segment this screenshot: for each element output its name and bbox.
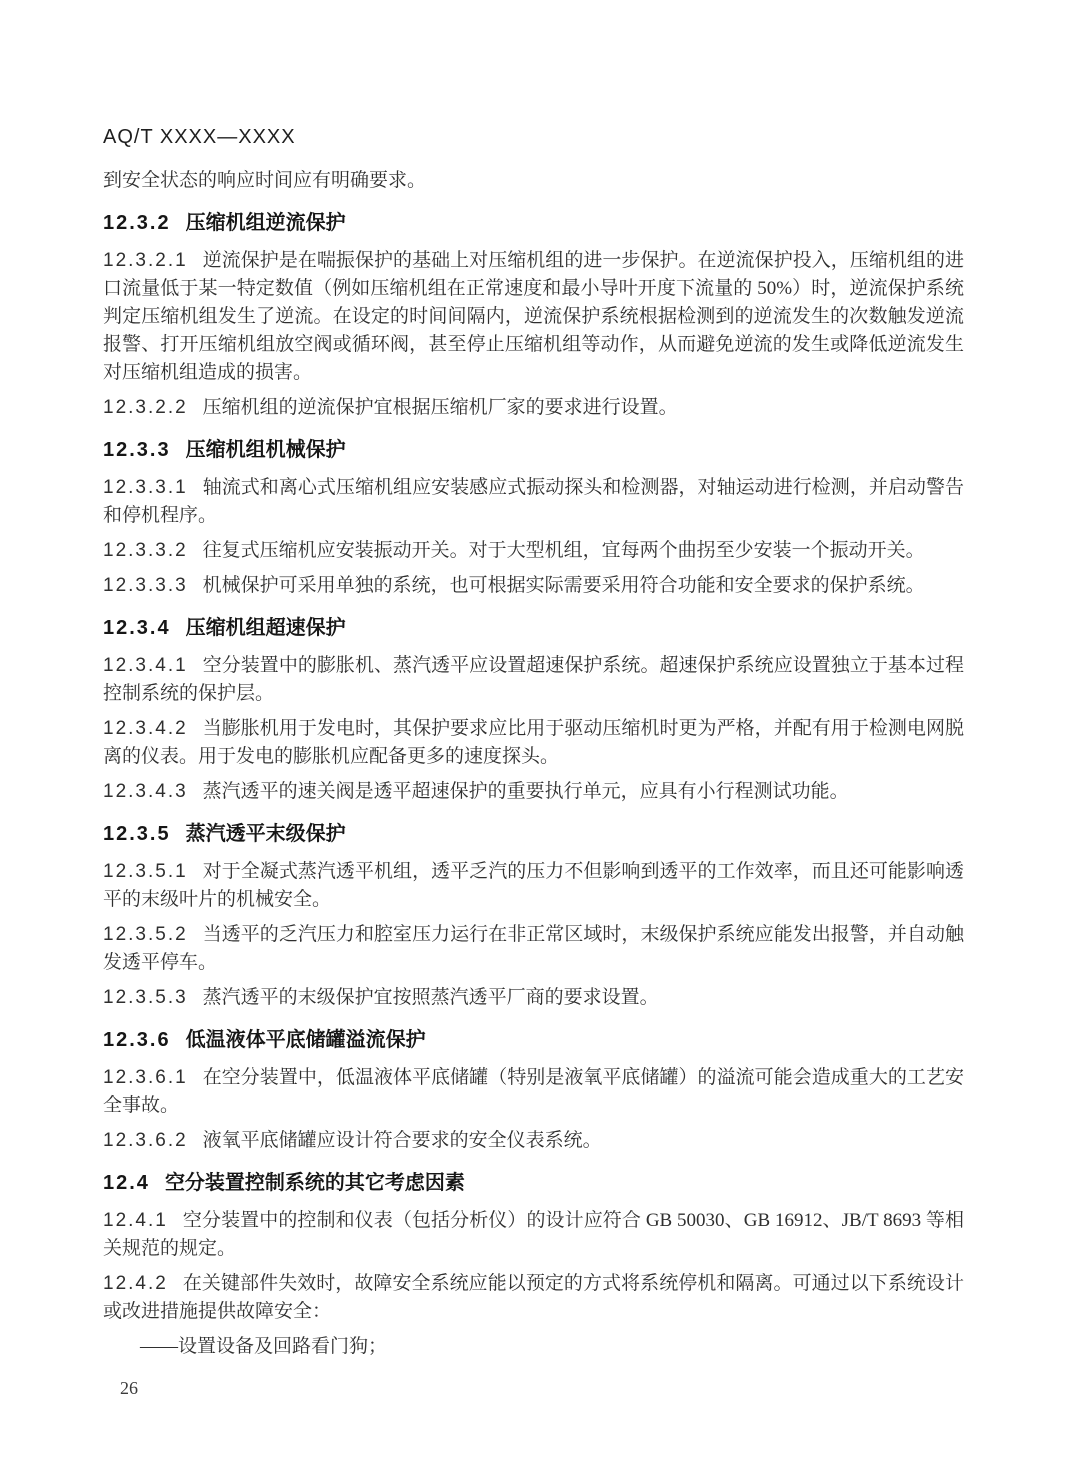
clause-heading: [103, 1026, 964, 1054]
clause-paragraph: [103, 858, 964, 914]
clause-number: 12.3.5.1: [103, 861, 188, 882]
clause-paragraph: [103, 652, 964, 708]
clause-number: 12.3.5.3: [103, 987, 188, 1008]
clause-title: 蒸汽透平末级保护: [185, 823, 346, 845]
clause-paragraph: [103, 474, 964, 530]
clause-heading: [103, 209, 964, 237]
clause-text: 蒸汽透平的速关阀是透平超速保护的重要执行单元，应具有小行程测试功能。: [202, 781, 849, 802]
clause-number: 12.3.2.2: [103, 397, 188, 418]
clause-text: 逆流保护是在喘振保护的基础上对压缩机组的进一步保护。在逆流保护投入，压缩机组的进口流量低于某一特定数值（例如压缩机组在正常速度和最小导叶开度下流量的 50%）时，逆流保护系统判定压缩机组发生了逆流。在设定的时间间隔内，逆流保护系统根据检测到的逆流发生的次数触发逆流报警、打开压缩机组放空阀或循环阀，甚至停止压缩机组等动作，从而避免逆流的发生或降低逆流发生对压缩机组造成的损害。: [103, 250, 964, 383]
clause-heading: [103, 820, 964, 848]
clause-number: 12.3.5.2: [103, 924, 188, 945]
clause-text: 蒸汽透平的末级保护宜按照蒸汽透平厂商的要求设置。: [202, 987, 659, 1008]
clause-number: 12.3.3: [103, 439, 171, 461]
clause-number: 12.3.5: [103, 823, 171, 845]
clause-paragraph: [103, 1127, 964, 1155]
clause-number: 12.4.1: [103, 1210, 168, 1231]
clause-title: 压缩机组机械保护: [185, 439, 346, 461]
clause-title: 压缩机组逆流保护: [185, 212, 346, 234]
clause-number: 12.3.6.2: [103, 1130, 188, 1151]
dash-list-item: [140, 1333, 964, 1361]
clause-number: 12.3.2: [103, 212, 171, 234]
clause-number: 12.3.4.3: [103, 781, 188, 802]
clause-number: 12.3.2.1: [103, 250, 188, 271]
clause-paragraph: [103, 537, 964, 565]
clause-text: 液氧平底储罐应设计符合要求的安全仪表系统。: [202, 1130, 602, 1151]
clause-title: 低温液体平底储罐溢流保护: [185, 1029, 426, 1051]
clause-title: 压缩机组超速保护: [185, 617, 346, 639]
clause-text: 对于全凝式蒸汽透平机组，透平乏汽的压力不但影响到透平的工作效率，而且还可能影响透平的末级叶片的机械安全。: [103, 861, 964, 910]
clause-paragraph: [103, 984, 964, 1012]
doc-code-header: AQ/T XXXX—XXXX: [103, 126, 296, 148]
clause-heading: [103, 1169, 964, 1197]
clause-paragraph: [103, 167, 964, 195]
clause-number: 12.3.6.1: [103, 1067, 188, 1088]
clause-number: 12.3.4.2: [103, 718, 188, 739]
clause-number: 12.3.6: [103, 1029, 171, 1051]
clause-number: 12.3.3.2: [103, 540, 188, 561]
clause-text: 到安全状态的响应时间应有明确要求。: [103, 170, 427, 191]
clause-text: 机械保护可采用单独的系统，也可根据实际需要采用符合功能和安全要求的保护系统。: [202, 575, 925, 596]
clause-title: 空分装置控制系统的其它考虑因素: [164, 1172, 465, 1194]
clause-heading: [103, 436, 964, 464]
clause-number: 12.3.4: [103, 617, 171, 639]
clause-text: 空分装置中的控制和仪表（包括分析仪）的设计应符合 GB 50030、GB 16912、JB/T 8693 等相关规范的规定。: [103, 1210, 964, 1259]
clause-text: 轴流式和离心式压缩机组应安装感应式振动探头和检测器，对轴运动进行检测，并启动警告和停机程序。: [103, 477, 964, 526]
clause-number: 12.3.3.3: [103, 575, 188, 596]
clause-paragraph: [103, 1270, 964, 1326]
clause-paragraph: [103, 1207, 964, 1263]
clause-text: 空分装置中的膨胀机、蒸汽透平应设置超速保护系统。超速保护系统应设置独立于基本过程控制系统的保护层。: [103, 655, 964, 704]
clause-paragraph: [103, 247, 964, 387]
clause-paragraph: [103, 1064, 964, 1120]
clause-text: 当透平的乏汽压力和腔室压力运行在非正常区域时，末级保护系统应能发出报警，并自动触发透平停车。: [103, 924, 964, 973]
clause-text: 在空分装置中，低温液体平底储罐（特别是液氧平底储罐）的溢流可能会造成重大的工艺安全事故。: [103, 1067, 964, 1116]
clause-paragraph: [103, 921, 964, 977]
page-number: 26: [120, 1378, 138, 1398]
clause-text: 当膨胀机用于发电时，其保护要求应比用于驱动压缩机时更为严格，并配有用于检测电网脱离的仪表。用于发电的膨胀机应配备更多的速度探头。: [103, 718, 964, 767]
clause-paragraph: [103, 572, 964, 600]
clause-paragraph: [103, 715, 964, 771]
clause-paragraph: [103, 394, 964, 422]
clause-text: ——设置设备及回路看门狗；: [140, 1336, 388, 1357]
clause-text: 往复式压缩机应安装振动开关。对于大型机组，宜每两个曲拐至少安装一个振动开关。: [202, 540, 925, 561]
clause-number: 12.4: [103, 1172, 150, 1194]
clause-number: 12.4.2: [103, 1273, 168, 1294]
clause-heading: [103, 614, 964, 642]
page-footer: [103, 1377, 964, 1399]
clause-text: 压缩机组的逆流保护宜根据压缩机厂家的要求进行设置。: [202, 397, 678, 418]
clause-text: 在关键部件失效时，故障安全系统应能以预定的方式将系统停机和隔离。可通过以下系统设计或改进措施提供故障安全：: [103, 1273, 964, 1322]
clause-number: 12.3.4.1: [103, 655, 188, 676]
clause-paragraph: [103, 778, 964, 806]
clause-number: 12.3.3.1: [103, 477, 188, 498]
